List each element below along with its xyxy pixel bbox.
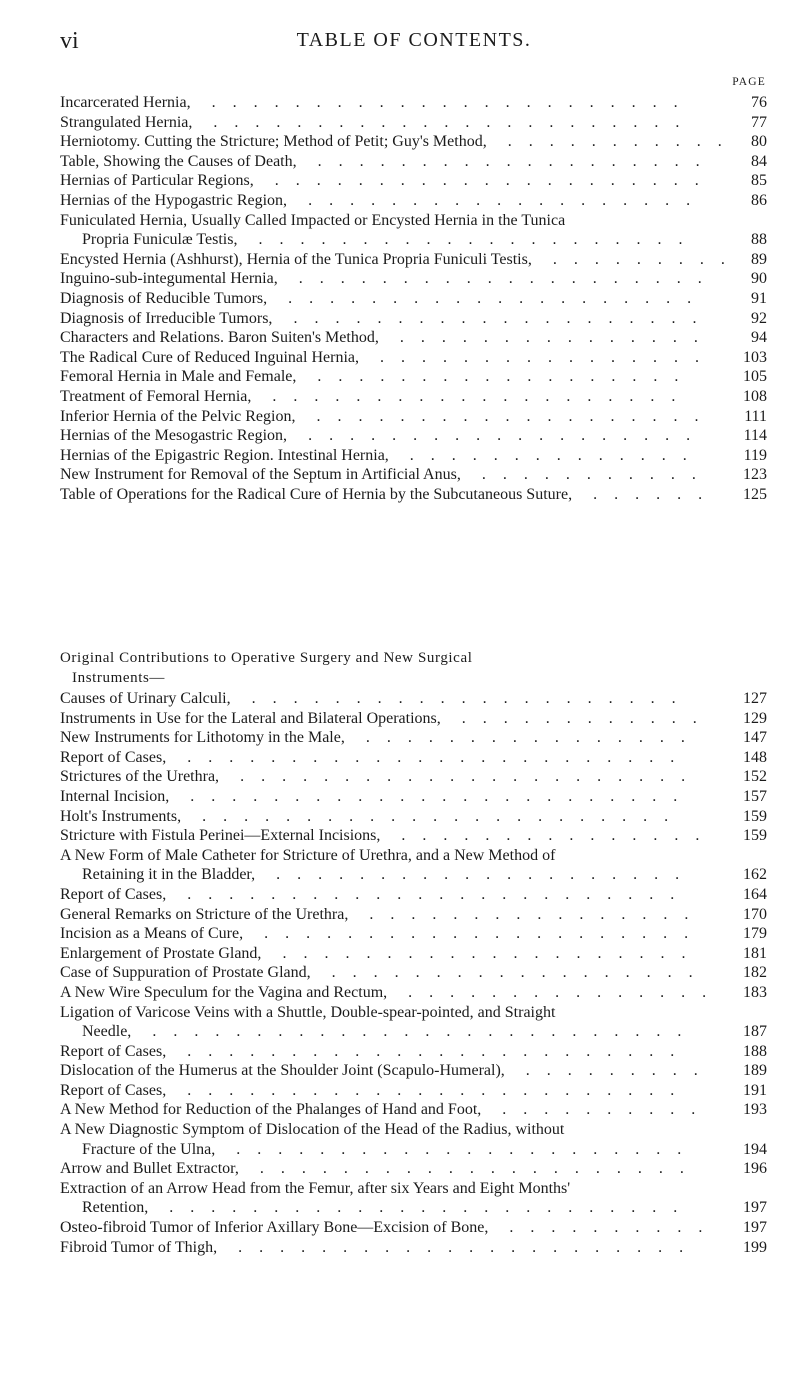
contents-entry <box>60 152 767 172</box>
entry-page-number: 90 <box>751 270 767 288</box>
entry-page-number: 84 <box>751 152 767 170</box>
entry-page-number: 85 <box>751 172 767 190</box>
entry-page-number: 159 <box>743 827 767 845</box>
entry-page-number: 94 <box>751 329 767 347</box>
entry-page-number: 119 <box>743 446 767 464</box>
entry-title: Report of Cases, ........................ <box>60 885 692 903</box>
entry-page-number: 76 <box>751 94 767 111</box>
entry-title: Table, Showing the Causes of Death, ................... <box>60 152 717 170</box>
contents-entry <box>60 1120 767 1159</box>
entry-page-number: 86 <box>751 191 767 209</box>
entry-page-number: 125 <box>743 485 767 503</box>
entry-page-number: 191 <box>743 1081 767 1099</box>
entry-title: Encysted Hernia (Ashhurst), Hernia of the Tunica Propria Funiculi Testis, ......... <box>60 250 742 268</box>
entry-title: Holt's Instruments, ....................... <box>60 807 686 825</box>
entry-title: Hernias of the Hypogastric Region, ................... <box>60 191 708 209</box>
dot-leader: .................... <box>272 309 714 327</box>
entry-title: Inferior Hernia of the Pelvic Region, ................... <box>60 407 716 425</box>
entry-page-number: 164 <box>743 885 767 903</box>
entry-page-number: 182 <box>743 964 767 982</box>
contents-entry <box>60 1003 767 1042</box>
entry-page-number: 77 <box>751 113 767 131</box>
entry-title-continuation: Retaining it in the Bladder, .................... <box>82 866 697 884</box>
entry-page-number: 80 <box>751 133 767 151</box>
dot-leader: ................... <box>287 427 708 445</box>
contents-entry <box>60 846 767 885</box>
dot-leader: .................... <box>277 270 719 288</box>
entry-page-number: 162 <box>743 866 767 884</box>
dot-leader: ...................... <box>215 1140 699 1158</box>
dot-leader: .................... <box>251 387 693 405</box>
contents-list-hernia <box>60 93 767 504</box>
dot-leader: ................... <box>287 191 708 209</box>
contents-entry <box>60 1042 767 1062</box>
contents-entry <box>60 446 767 466</box>
entry-page-number: 127 <box>743 690 767 707</box>
entry-title: General Remarks on Stricture of the Urethra, ................ <box>60 905 706 923</box>
entry-title: Osteo-fibroid Tumor of Inferior Axillary Bone—Excision of Bone, .......... <box>60 1219 720 1237</box>
entry-page-number: 105 <box>743 368 767 386</box>
entry-title: New Instrument for Removal of the Septum in Artificial Anus, ........... <box>60 466 713 484</box>
entry-title: Table of Operations for the Radical Cure of Hernia by the Subcutaneous Suture, ...... <box>60 485 720 503</box>
entry-title: Femoral Hernia in Male and Female, .................. <box>60 368 696 386</box>
entry-title: Extraction of an Arrow Head from the Femur, after six Years and Eight Months' <box>60 1179 571 1197</box>
entry-title: Incarcerated Hernia, ....................... <box>60 94 695 111</box>
entry-page-number: 199 <box>743 1238 767 1256</box>
entry-title: A New Wire Speculum for the Vagina and Rectum, ............... <box>60 983 724 1001</box>
contents-entry <box>60 1081 767 1101</box>
section-title <box>60 649 767 688</box>
contents-entry <box>60 171 767 191</box>
dot-leader: ......................... <box>148 1199 695 1217</box>
dot-leader: ...................... <box>217 1238 701 1256</box>
dot-leader: ......... <box>504 1062 715 1080</box>
entry-page-number: 123 <box>743 466 767 484</box>
contents-entry <box>60 924 767 944</box>
entry-title: Report of Cases, ........................ <box>60 1042 692 1060</box>
entry-page-number: 89 <box>751 250 767 268</box>
entry-page-number: 88 <box>751 231 767 249</box>
entry-title: A New Diagnostic Symptom of Dislocation of the Head of the Radius, without <box>60 1121 565 1139</box>
page-column-label: PAGE <box>732 76 766 88</box>
entry-title: Report of Cases, ........................ <box>60 1081 692 1099</box>
contents-entry <box>60 93 767 113</box>
entry-title: Enlargement of Prostate Gland, .................... <box>60 944 703 962</box>
contents-entry <box>60 787 767 807</box>
contents-entry <box>60 387 767 407</box>
entry-page-number: 194 <box>743 1140 767 1158</box>
contents-entry <box>60 113 767 133</box>
entry-page-number: 108 <box>743 387 767 405</box>
contents-entry <box>60 826 767 846</box>
entry-title: Hernias of Particular Regions, ..................... <box>60 172 716 190</box>
dot-leader: ....................... <box>192 113 697 131</box>
entry-title: Case of Suppuration of Prostate Gland, .................. <box>60 964 710 982</box>
dot-leader: .................. <box>310 964 710 982</box>
dot-leader: ............... <box>380 827 717 845</box>
entry-title: Instruments in Use for the Lateral and Bilateral Operations, ............ <box>60 709 714 727</box>
entry-title-continuation: Needle, .......................... <box>82 1023 699 1041</box>
dot-leader: ..................... <box>237 231 700 249</box>
entry-title: Report of Cases, ........................ <box>60 748 692 766</box>
dot-leader: .................... <box>267 289 709 307</box>
entry-page-number: 183 <box>743 983 767 1001</box>
entry-page-number: 197 <box>743 1199 767 1217</box>
dot-leader: ...... <box>572 485 720 503</box>
entry-title: Arrow and Bullet Extractor, ..................... <box>60 1160 701 1178</box>
entry-title: New Instruments for Lithotomy in the Male, ................ <box>60 729 702 747</box>
entry-title: Stricture with Fistula Perinei—External Incisions, ............... <box>60 827 717 845</box>
contents-list-contributions <box>60 689 767 1257</box>
dot-leader: ........................ <box>166 1081 692 1099</box>
running-head: TABLE OF CONTENTS. <box>296 29 532 51</box>
dot-leader: .................... <box>261 944 703 962</box>
contents-entry <box>60 211 767 250</box>
contents-entry <box>60 269 767 289</box>
contents-entry <box>60 367 767 387</box>
contents-entry <box>60 191 767 211</box>
entry-title-continuation: Retention, ......................... <box>82 1199 695 1217</box>
dot-leader: ....................... <box>181 807 686 825</box>
entry-title: Characters and Relations. Baron Suiten's Method, ............... <box>60 329 715 347</box>
contents-entry <box>60 465 767 485</box>
contents-entry <box>60 885 767 905</box>
contents-entry <box>60 1100 767 1120</box>
section-title-line1: Original Contributions to Operative Surgery and New Surgical <box>60 650 473 666</box>
entry-title-continuation: Fracture of the Ulna, ...................... <box>82 1140 699 1158</box>
contents-entry <box>60 728 767 748</box>
dot-leader: ......... <box>531 250 742 268</box>
dot-leader: ................ <box>348 905 706 923</box>
dot-leader: ................... <box>295 407 716 425</box>
dot-leader: ........................ <box>169 787 695 805</box>
dot-leader: ............... <box>387 983 724 1001</box>
contents-entry <box>60 709 767 729</box>
entry-title: Incision as a Means of Cure, ..................... <box>60 925 706 943</box>
entry-title: Hernias of the Epigastric Region. Intestinal Hernia, .............. <box>60 446 704 464</box>
dot-leader: .......... <box>488 1219 720 1237</box>
contents-entry <box>60 1159 767 1179</box>
entry-title: Strangulated Hernia, ....................... <box>60 113 697 131</box>
entry-page-number: 157 <box>743 787 767 805</box>
dot-leader: .............. <box>388 446 704 464</box>
entry-title: Causes of Urinary Calculi, ..................... <box>60 690 693 707</box>
entry-page-number: 148 <box>743 748 767 766</box>
contents-entry <box>60 905 767 925</box>
entry-page-number: 193 <box>743 1101 767 1119</box>
entry-page-number: 170 <box>743 905 767 923</box>
entry-page-number: 111 <box>744 407 767 425</box>
entry-page-number: 197 <box>743 1219 767 1237</box>
contents-entry <box>60 748 767 768</box>
dot-leader: ........... <box>486 133 739 151</box>
dot-leader: ........... <box>460 466 713 484</box>
entry-page-number: 181 <box>743 944 767 962</box>
entry-title: Diagnosis of Reducible Tumors, .................... <box>60 289 709 307</box>
entry-title: Diagnosis of Irreducible Tumors, .................... <box>60 309 714 327</box>
contents-entry <box>60 689 767 709</box>
contents-entry <box>60 309 767 329</box>
dot-leader: ................ <box>359 348 716 366</box>
contents-entry <box>60 1238 767 1258</box>
dot-leader: ................... <box>296 152 717 170</box>
dot-leader: ..................... <box>253 172 716 190</box>
contents-entry <box>60 963 767 983</box>
contents-entry <box>60 983 767 1003</box>
dot-leader: .................... <box>255 866 697 884</box>
entry-page-number: 187 <box>743 1023 767 1041</box>
dot-leader: ..................... <box>238 1160 701 1178</box>
entry-title: A New Method for Reduction of the Phalanges of Hand and Foot, .......... <box>60 1101 713 1119</box>
entry-title: Herniotomy. Cutting the Stricture; Method of Petit; Guy's Method, ........... <box>60 133 739 151</box>
dot-leader: .................. <box>296 368 696 386</box>
contents-entry <box>60 407 767 427</box>
contents-entry <box>60 485 767 505</box>
entry-title: Inguino-sub-integumental Hernia, .................... <box>60 270 719 288</box>
contents-entry <box>60 328 767 348</box>
entry-title: Strictures of the Urethra, ...................... <box>60 768 703 786</box>
entry-title: Funiculated Hernia, Usually Called Impacted or Encysted Hernia in the Tunica <box>60 211 566 229</box>
entry-title: A New Form of Male Catheter for Stricture of Urethra, and a New Method of <box>60 846 556 864</box>
entry-page-number: 188 <box>743 1042 767 1060</box>
page-header <box>60 28 768 54</box>
dot-leader: .......... <box>481 1101 713 1119</box>
dot-leader: ............ <box>440 709 714 727</box>
entry-title: Dislocation of the Humerus at the Shoulder Joint (Scapulo-Humeral), ......... <box>60 1062 715 1080</box>
dot-leader: ........................ <box>166 885 692 903</box>
entry-page-number: 179 <box>743 925 767 943</box>
contents-entry <box>60 426 767 446</box>
contents-entry <box>60 1061 767 1081</box>
entry-page-number: 152 <box>743 768 767 786</box>
contents-entry <box>60 1179 767 1218</box>
entry-title: Treatment of Femoral Hernia, .................... <box>60 387 693 405</box>
entry-page-number: 92 <box>751 309 767 327</box>
contents-entry <box>60 944 767 964</box>
entry-title: Ligation of Varicose Veins with a Shuttle, Double-spear-pointed, and Straight <box>60 1003 556 1021</box>
entry-title: The Radical Cure of Reduced Inguinal Hernia, ................ <box>60 348 716 366</box>
entry-page-number: 147 <box>743 729 767 747</box>
dot-leader: ........................ <box>166 748 692 766</box>
entry-page-number: 189 <box>743 1062 767 1080</box>
section-title-line2: Instruments— <box>72 669 166 686</box>
contents-entry <box>60 132 767 152</box>
dot-leader: ............... <box>378 329 715 347</box>
entry-title: Internal Incision, ........................ <box>60 787 695 805</box>
contents-entry <box>60 348 767 368</box>
dot-leader: ....................... <box>190 94 695 111</box>
entry-page-number: 159 <box>743 807 767 825</box>
entry-title: Fibroid Tumor of Thigh, ...................... <box>60 1238 701 1256</box>
entry-page-number: 129 <box>743 709 767 727</box>
entry-page-number: 196 <box>743 1160 767 1178</box>
dot-leader: ..................... <box>230 690 693 707</box>
entry-title: Hernias of the Mesogastric Region, ................... <box>60 427 708 445</box>
contents-entry <box>60 289 767 309</box>
dot-leader: .......................... <box>131 1023 699 1041</box>
entry-page-number: 103 <box>743 348 767 366</box>
dot-leader: ..................... <box>243 925 706 943</box>
dot-leader: ................ <box>344 729 702 747</box>
contents-entry <box>60 767 767 787</box>
dot-leader: ........................ <box>166 1042 692 1060</box>
page-folio: vi <box>60 28 79 54</box>
entry-page-number: 114 <box>743 427 767 445</box>
entry-title-continuation: Propria Funiculæ Testis, ..................... <box>82 231 700 249</box>
entry-page-number: 91 <box>751 289 767 307</box>
dot-leader: ...................... <box>219 768 703 786</box>
contents-entry <box>60 250 767 270</box>
contents-entry <box>60 807 767 827</box>
contents-entry <box>60 1218 767 1238</box>
